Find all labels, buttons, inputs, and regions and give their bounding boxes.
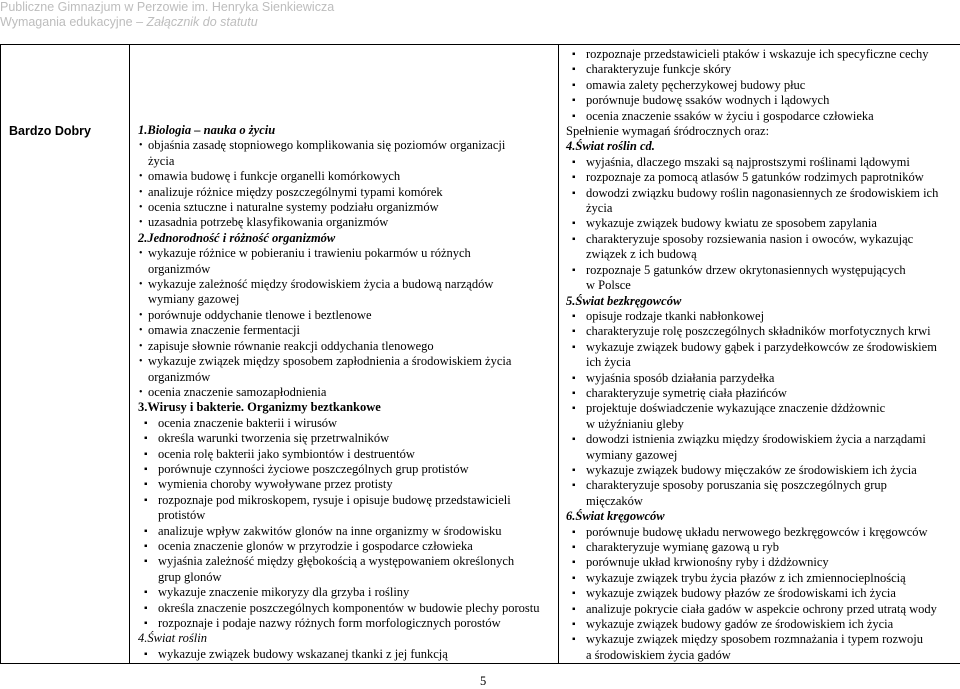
bullet-item: ▪ wyjaśnia zależność między głębokością a występowaniem określonych xyxy=(138,554,558,569)
bullet-item: ▪ analizuje pokrycie ciała gadów w aspekcie ochrony przed utratą wody xyxy=(566,602,960,617)
bullet-item: • wykazuje różnice w pobieraniu i trawieniu pokarmów u różnych xyxy=(138,246,558,261)
bullet-item-continuation: życia xyxy=(138,154,558,169)
second-semester-cell xyxy=(559,45,960,664)
bullet-item: ▪ ocenia znaczenie ssaków w życiu i gospodarce człowieka xyxy=(566,109,960,124)
bullet-item: ▪ dowodzi związku budowy roślin nagonasiennych ze środowiskiem ich xyxy=(566,186,960,201)
bullet-item: ▪ dowodzi istnienia związku między środowiskiem życia a narządami xyxy=(566,432,960,447)
bullet-item: ▪ ocenia znaczenie glonów w przyrodzie i gospodarce człowieka xyxy=(138,539,558,554)
page-number: 5 xyxy=(480,674,486,689)
bullet-item: ▪ charakteryzuje wymianę gazową u ryb xyxy=(566,540,960,555)
header-subtitle xyxy=(0,15,334,30)
first-semester-list xyxy=(130,45,558,662)
section-heading: 4.Świat roślin xyxy=(138,631,558,646)
section-heading: 4.Świat roślin cd. xyxy=(566,139,960,154)
bullet-item: ▪ porównuje budowę ssaków wodnych i lądowych xyxy=(566,93,960,108)
bullet-item-continuation: związek z ich budową xyxy=(566,247,960,262)
bullet-item: ▪ analizuje wpływ zakwitów glonów na inne organizmy w środowisku xyxy=(138,524,558,539)
bullet-item: ▪ wykazuje związek budowy płazów ze środowiskami ich życia xyxy=(566,586,960,601)
bullet-item: ▪ charakteryzuje rolę poszczególnych składników morfotycznych krwi xyxy=(566,324,960,339)
section-heading: 3.Wirusy i bakterie. Organizmy beztkankowe xyxy=(138,400,558,415)
bullet-item: ▪ charakteryzuje funkcje skóry xyxy=(566,62,960,77)
bullet-item: ▪ wykazuje związek budowy kwiatu ze sposobem zapylania xyxy=(566,216,960,231)
bullet-item-continuation: protistów xyxy=(138,508,558,523)
bullet-item: ▪ wykazuje związek budowy gadów ze środowiskiem ich życia xyxy=(566,617,960,632)
bullet-item: ▪ porównuje budowę układu nerwowego bezkręgowców i kręgowców xyxy=(566,525,960,540)
bullet-item-continuation: wymiany gazowej xyxy=(566,448,960,463)
bullet-item: ▪ wykazuje związek budowy mięczaków ze środowiskiem ich życia xyxy=(566,463,960,478)
bullet-item: ▪ rozpoznaje przedstawicieli ptaków i wskazuje ich specyficzne cechy xyxy=(566,47,960,62)
table-row xyxy=(1,45,960,664)
bullet-item: ▪ rozpoznaje pod mikroskopem, rysuje i opisuje budowę przedstawicieli xyxy=(138,493,558,508)
bullet-item: • porównuje oddychanie tlenowe i beztlenowe xyxy=(138,308,558,323)
bullet-item-continuation: a środowiskiem życia gadów xyxy=(566,648,960,663)
bullet-item-continuation: życia xyxy=(566,201,960,216)
bullet-item-continuation: w użyźnianiu gleby xyxy=(566,417,960,432)
bullet-item: ▪ rozpoznaje 5 gatunków drzew okrytonasiennych występujących xyxy=(566,263,960,278)
bullet-item: ▪ omawia zalety pęcherzykowej budowy płuc xyxy=(566,78,960,93)
bullet-item: ▪ projektuje doświadczenie wykazujące znaczenie dżdżownic xyxy=(566,401,960,416)
page-header xyxy=(0,0,334,30)
bullet-item: • ocenia sztuczne i naturalne systemy podziału organizmów xyxy=(138,200,558,215)
bullet-item: ▪ wymienia choroby wywoływane przez protisty xyxy=(138,477,558,492)
intro-text: Spełnienie wymagań śródrocznych oraz: xyxy=(566,124,960,139)
grade-cell xyxy=(1,45,130,664)
bullet-item: ▪ określa warunki tworzenia się przetrwalników xyxy=(138,431,558,446)
bullet-item-continuation: organizmów xyxy=(138,262,558,277)
bullet-item: • analizuje różnice między poszczególnymi typami komórek xyxy=(138,185,558,200)
bullet-item: ▪ rozpoznaje i podaje nazwy różnych form morfologicznych porostów xyxy=(138,616,558,631)
bullet-item: • wykazuje związek między sposobem zapłodnienia a środowiskiem życia xyxy=(138,354,558,369)
bullet-item: ▪ wykazuje związek budowy gąbek i parzydełkowców ze środowiskiem xyxy=(566,340,960,355)
second-semester-list xyxy=(559,45,960,663)
bullet-item-continuation: organizmów xyxy=(138,370,558,385)
section-heading: 6.Świat kręgowców xyxy=(566,509,960,524)
bullet-item: • omawia znaczenie fermentacji xyxy=(138,323,558,338)
bullet-item: ▪ porównuje czynności życiowe poszczególnych grup protistów xyxy=(138,462,558,477)
bullet-item-continuation: grup glonów xyxy=(138,570,558,585)
section-heading: 5.Świat bezkręgowców xyxy=(566,294,960,309)
header-subtitle-plain: Wymagania edukacyjne – xyxy=(0,15,147,29)
bullet-item-continuation: ich życia xyxy=(566,355,960,370)
bullet-item: ▪ ocenia rolę bakterii jako symbiontów i destruentów xyxy=(138,447,558,462)
bullet-item: ▪ rozpoznaje za pomocą atlasów 5 gatunków rodzimych paprotników xyxy=(566,170,960,185)
bullet-item: • objaśnia zasadę stopniowego komplikowania się poziomów organizacji xyxy=(138,138,558,153)
bullet-item: ▪ porównuje układ krwionośny ryby i dżdżownicy xyxy=(566,555,960,570)
bullet-item: ▪ określa znaczenie poszczególnych komponentów w budowie plechy porostu xyxy=(138,601,558,616)
section-heading: 2.Jednorodność i różność organizmów xyxy=(138,231,558,246)
bullet-item-continuation: mięczaków xyxy=(566,494,960,509)
header-school-name: Publiczne Gimnazjum w Perzowie im. Henryka Sienkiewicza xyxy=(0,0,334,15)
bullet-item: • wykazuje zależność między środowiskiem życia a budową narządów xyxy=(138,277,558,292)
bullet-item: • ocenia znaczenie samozapłodnienia xyxy=(138,385,558,400)
first-semester-cell xyxy=(130,45,559,664)
bullet-item: ▪ wykazuje związek budowy wskazanej tkanki z jej funkcją xyxy=(138,647,558,662)
bullet-item: ▪ opisuje rodzaje tkanki nabłonkowej xyxy=(566,309,960,324)
bullet-item: • uzasadnia potrzebę klasyfikowania organizmów xyxy=(138,215,558,230)
grade-label: Bardzo Dobry xyxy=(1,45,129,138)
header-subtitle-italic: Załącznik do statutu xyxy=(147,15,258,29)
bullet-item: ▪ ocenia znaczenie bakterii i wirusów xyxy=(138,416,558,431)
bullet-item: ▪ charakteryzuje symetrię ciała płazińców xyxy=(566,386,960,401)
bullet-item: ▪ wykazuje związek trybu życia płazów z ich zmiennocieplnością xyxy=(566,571,960,586)
bullet-item: ▪ wykazuje znaczenie mikoryzy dla grzyba i rośliny xyxy=(138,585,558,600)
bullet-item: • zapisuje słownie równanie reakcji oddychania tlenowego xyxy=(138,339,558,354)
section-heading: 1.Biologia – nauka o życiu xyxy=(138,123,558,138)
bullet-item: ▪ wyjaśnia sposób działania parzydełka xyxy=(566,371,960,386)
bullet-item-continuation: wymiany gazowej xyxy=(138,292,558,307)
bullet-item: ▪ charakteryzuje sposoby poruszania się poszczególnych grup xyxy=(566,478,960,493)
bullet-item: ▪ wykazuje związek między sposobem rozmnażania i typem rozwoju xyxy=(566,632,960,647)
bullet-item: ▪ charakteryzuje sposoby rozsiewania nasion i owoców, wykazując xyxy=(566,232,960,247)
bullet-item-continuation: w Polsce xyxy=(566,278,960,293)
bullet-item: • omawia budowę i funkcje organelli komórkowych xyxy=(138,169,558,184)
requirements-table xyxy=(0,44,960,664)
bullet-item: ▪ wyjaśnia, dlaczego mszaki są najprostszymi roślinami lądowymi xyxy=(566,155,960,170)
